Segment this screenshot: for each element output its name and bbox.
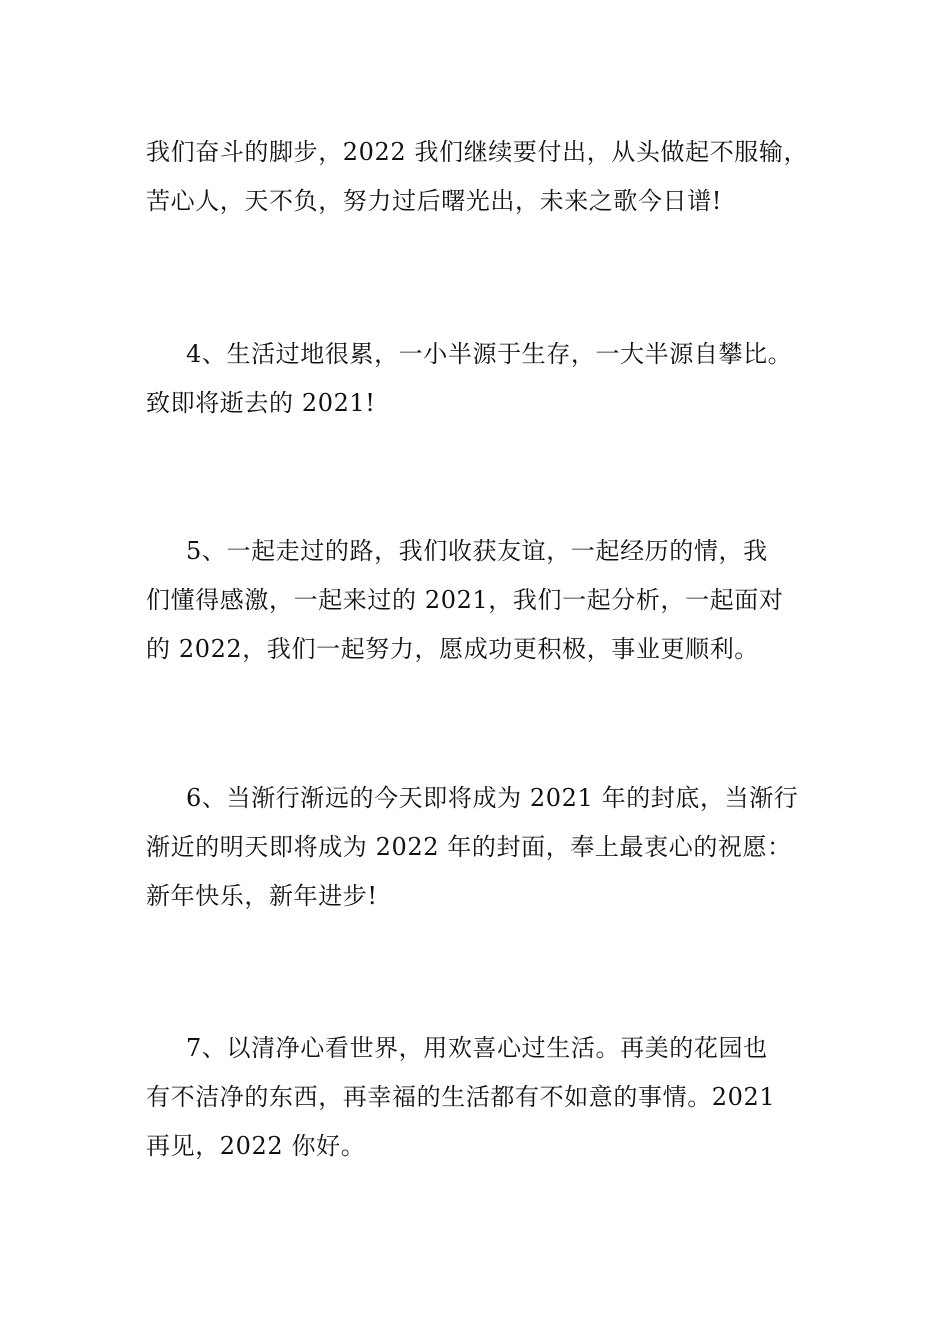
paragraph-continuation (146, 128, 826, 226)
paragraph-line: 苦心人，天不负，努力过后曙光出，未来之歌今日谱! (146, 187, 723, 215)
paragraph-line: 4、生活过地很累，一小半源于生存，一大半源自攀比。 (186, 340, 793, 368)
paragraph-line: 5、一起走过的路，我们收获友谊，一起经历的情，我 (186, 537, 768, 565)
paragraph-line: 致即将逝去的 2021! (146, 389, 376, 417)
paragraph-line: 新年快乐，新年进步! (146, 882, 378, 910)
paragraph-line: 渐近的明天即将成为 2022 年的封面，奉上最衷心的祝愿： (146, 833, 792, 861)
paragraph-line: 有不洁净的东西，再幸福的生活都有不如意的事情。2021 (146, 1083, 776, 1111)
paragraph-item-5 (146, 527, 826, 674)
paragraph-line: 们懂得感激，一起来过的 2021，我们一起分析，一起面对 (146, 586, 784, 614)
paragraph-line: 我们奋斗的脚步，2022 我们继续要付出，从头做起不服输， (146, 138, 809, 166)
paragraph-line: 6、当渐行渐远的今天即将成为 2021 年的封底，当渐行 (186, 784, 799, 812)
paragraph-line: 再见，2022 你好。 (146, 1132, 366, 1160)
paragraph-line: 7、以清净心看世界，用欢喜心过生活。再美的花园也 (186, 1034, 768, 1062)
paragraph-item-7 (146, 1024, 826, 1171)
paragraph-item-6 (146, 774, 826, 921)
paragraph-line: 的 2022，我们一起努力，愿成功更积极，事业更顺利。 (146, 635, 759, 663)
paragraph-item-4 (146, 330, 826, 428)
